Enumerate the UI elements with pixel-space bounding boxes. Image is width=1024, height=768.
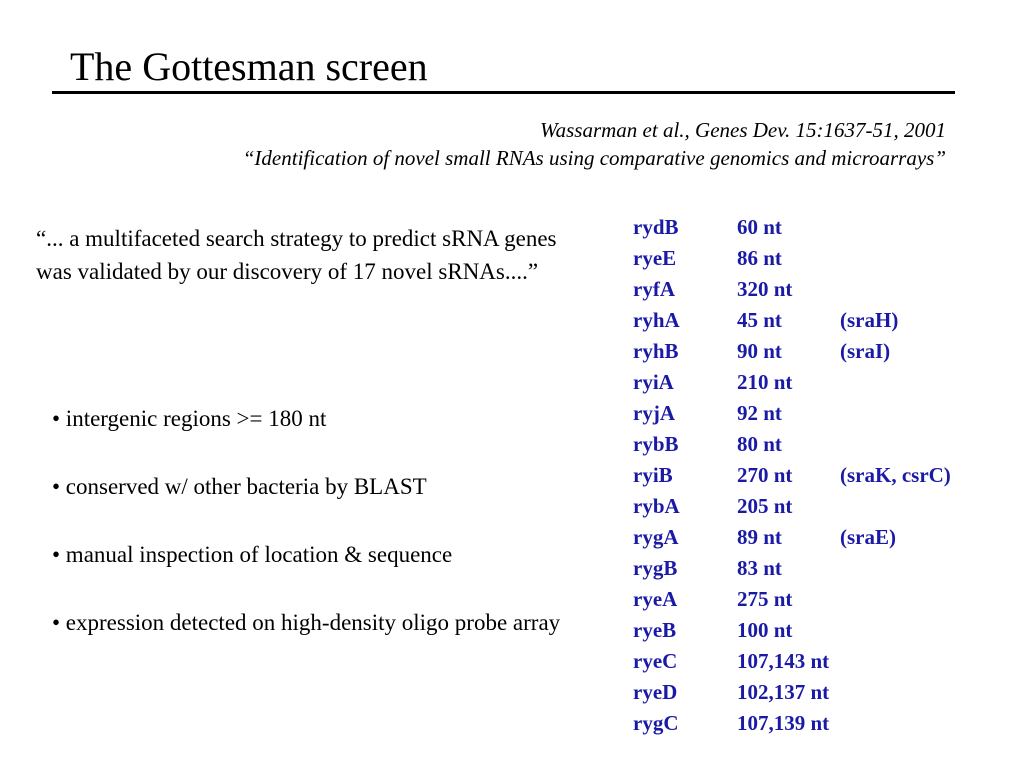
- table-row: [633, 305, 990, 336]
- table-row: [633, 367, 990, 398]
- title-underline: [52, 91, 955, 94]
- table-row: [633, 398, 990, 429]
- srna-length: 100 nt: [737, 618, 793, 642]
- slide-title: The Gottesman screen: [70, 44, 428, 89]
- srna-table: [633, 212, 990, 739]
- srna-alias: [840, 274, 990, 305]
- srna-length: 205 nt: [737, 494, 793, 518]
- citation-reference: Wassarman et al., Genes Dev. 15:1637-51, 2001: [540, 118, 946, 142]
- srna-alias: [840, 708, 990, 739]
- srna-name: rygB: [633, 556, 678, 580]
- table-row: [633, 646, 990, 677]
- srna-length: 92 nt: [737, 401, 782, 425]
- srna-alias: [840, 491, 990, 522]
- table-row: [633, 677, 990, 708]
- table-row: [633, 336, 990, 367]
- table-row: [633, 584, 990, 615]
- srna-alias: [840, 429, 990, 460]
- table-row: [633, 429, 990, 460]
- srna-alias: (sraH): [840, 308, 899, 332]
- table-row: [633, 243, 990, 274]
- srna-length: 89 nt: [737, 525, 782, 549]
- srna-alias: [840, 646, 990, 677]
- srna-length: 86 nt: [737, 246, 782, 270]
- srna-name: ryeB: [633, 618, 677, 642]
- srna-alias: [840, 553, 990, 584]
- citation-paper-title: “Identification of novel small RNAs using comparative genomics and microarrays”: [242, 146, 946, 170]
- srna-name: ryfA: [633, 277, 675, 301]
- srna-length: 275 nt: [737, 587, 793, 611]
- srna-length: 107,143 nt: [737, 649, 830, 673]
- srna-name: ryeA: [633, 587, 678, 611]
- srna-alias: [840, 615, 990, 646]
- srna-alias: [840, 367, 990, 398]
- table-row: [633, 212, 990, 243]
- srna-name: rydB: [633, 215, 679, 239]
- srna-name: rygA: [633, 525, 679, 549]
- srna-alias: (sraE): [840, 525, 896, 549]
- citation: [243, 116, 946, 172]
- srna-name: ryeE: [633, 246, 677, 270]
- table-row: [633, 491, 990, 522]
- srna-name: ryhA: [633, 308, 680, 332]
- srna-name: rybB: [633, 432, 679, 456]
- bullet-list: [52, 402, 572, 640]
- srna-name: rygC: [633, 711, 679, 735]
- srna-alias: [840, 398, 990, 429]
- bullet-item: • manual inspection of location & sequence: [52, 542, 453, 567]
- srna-name: ryjA: [633, 401, 675, 425]
- quote-text: “... a multifaceted search strategy to predict sRNA genes was validated by our discovery of 17 novel sRNAs....”: [36, 226, 557, 284]
- table-row: [633, 708, 990, 739]
- srna-name: ryiA: [633, 370, 674, 394]
- srna-length: 102,137 nt: [737, 680, 830, 704]
- table-row: [633, 522, 990, 553]
- srna-name: ryeC: [633, 649, 678, 673]
- bullet-item: • expression detected on high-density oligo probe array: [52, 610, 561, 635]
- srna-length: 320 nt: [737, 277, 793, 301]
- bullet-item: • conserved w/ other bacteria by BLAST: [52, 474, 427, 499]
- bullet-item: • intergenic regions >= 180 nt: [52, 406, 327, 431]
- srna-name: ryiB: [633, 463, 673, 487]
- srna-alias: [840, 677, 990, 708]
- srna-length: 270 nt: [737, 463, 793, 487]
- table-row: [633, 274, 990, 305]
- table-row: [633, 615, 990, 646]
- srna-alias: (sraI): [840, 339, 891, 363]
- srna-length: 83 nt: [737, 556, 782, 580]
- srna-length: 60 nt: [737, 215, 782, 239]
- srna-length: 210 nt: [737, 370, 793, 394]
- srna-alias: (sraK, csrC): [840, 463, 951, 487]
- srna-alias: [840, 212, 990, 243]
- srna-name: ryeD: [633, 680, 678, 704]
- srna-alias: [840, 584, 990, 615]
- srna-name: ryhB: [633, 339, 679, 363]
- srna-length: 45 nt: [737, 308, 782, 332]
- srna-name: rybA: [633, 494, 680, 518]
- srna-length: 107,139 nt: [737, 711, 830, 735]
- srna-alias: [840, 243, 990, 274]
- srna-length: 80 nt: [737, 432, 782, 456]
- table-row: [633, 460, 990, 491]
- table-row: [633, 553, 990, 584]
- srna-length: 90 nt: [737, 339, 782, 363]
